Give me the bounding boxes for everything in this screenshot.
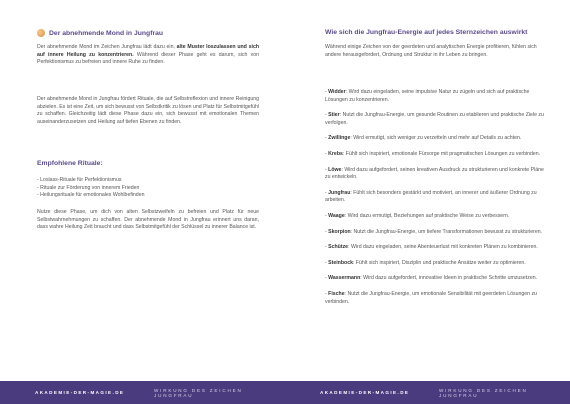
signs-list: [325, 89, 545, 306]
intro-highlight: alte Muster loszulassen und sich auf innere Heilung zu konzentrieren.: [37, 44, 259, 58]
rituals-list-block: [37, 177, 259, 200]
left-intro: [37, 44, 259, 67]
rituals-list: [37, 177, 259, 200]
sign-text: : Nutzt die Jungfrau-Energie, um gesunde Routinen zu etablieren und praktische Ziele zu verfolgen.: [325, 112, 544, 126]
sign-name: Skorpion: [328, 228, 351, 235]
sign-item-krebs: - Krebs: Fühlt sich inspiriert, emotionale Fürsorge mit pragmatischen Lösungen zu verbinden.: [325, 150, 541, 157]
left-para3: [37, 209, 259, 232]
sign-name: Waage: [328, 212, 345, 219]
sign-name: Löwe: [328, 166, 342, 173]
sign-item-schuetze: - Schütze: Wird dazu eingeladen, seine Abenteuerlust mit konkreten Plänen zu kombinieren.: [325, 244, 538, 251]
moon-icon: [37, 29, 45, 37]
right-title-block: [325, 29, 545, 36]
paragraph-3: Nutze diese Phase, um dich von alten Selbstzweifeln zu befreien und Platz für neue Selbstwahrnehmungen zu schaffen. Der abnehmende Mond in Jungfrau erinnert uns daran, dass wahre Heilung Zeit braucht und dass Selbstmitgefühl der Schlüssel zu innerer Balance ist.: [37, 209, 259, 231]
sign-item-stier: - Stier: Nutzt die Jungfrau-Energie, um gesunde Routinen zu etablieren und praktische Ziele zu verfolgen.: [325, 112, 544, 126]
right-intro-block: [325, 44, 545, 59]
right-page: [285, 0, 570, 404]
sign-text: : Fühlt sich inspiriert, Disziplin und praktische Ansätze weiter zu optimieren.: [352, 259, 526, 266]
left-title-text: Der abnehmende Mond in Jungfrau: [49, 29, 164, 37]
left-title: [37, 29, 259, 37]
sign-item-steinbock: - Steinbock: Fühlt sich inspiriert, Disziplin und praktische Ansätze weiter zu optimieren.: [325, 259, 526, 266]
sign-item-fische: - Fische: Nutzt die Jungfrau-Energie, um emotionale Sensibilität mit geerdeten Lösungen zu verbinden.: [325, 290, 537, 305]
sign-item-loewe: - Löwe: Wird dazu aufgefordert, seinen kreativen Ausdruck zu strukturieren und konkrete Pläne zu entwickeln.: [325, 166, 544, 181]
sign-text: : Nutzt die Jungfrau-Energie, um tiefere Transformationen bewusst zu strukturieren.: [350, 228, 543, 235]
right-intro: Während einige Zeichen von der geerdeten und analytischen Energie profitieren, fühlen sich andere herausgefordert, Ordnung und Struktur in ihr Leben zu bringen.: [325, 44, 537, 58]
footer-right: [285, 381, 570, 404]
sign-item-waage: - Waage: Wird dazu ermutigt, Beziehungen auf praktische Weise zu verbessern.: [325, 212, 510, 219]
paragraph-2: Der abnehmende Mond in Jungfrau fördert Rituale, die auf Selbstreflexion und innere Reinigung abzielen. Es ist eine Zeit, um sich bewusst von Selbstkritik zu lösen und Platz für Selbstmitgefühl zu schaffen. Gleichzeitig lädt diese Phase dazu ein, sich bewusst mit emotionalen Themen auseinanderzusetzen und Heilung auf tiefen Ebenen zu finden.: [37, 96, 260, 125]
left-title-block: [37, 29, 259, 37]
sign-name: Steinbock: [328, 259, 353, 266]
sign-text: : Wird dazu eingeladen, seine impulsive Natur zu zügeln und sich auf praktische Lösungen zu konzentrieren.: [325, 89, 530, 103]
intro-part-c: Während dieser Phase geht es darum, sich von Perfektionismus zu befreien und innere Ruhe zu finden.: [37, 51, 259, 66]
intro-paragraph: [37, 44, 259, 67]
sign-name: Fische: [328, 290, 345, 297]
sign-name: Schütze: [328, 244, 349, 251]
sign-name: Wassermann: [328, 275, 361, 282]
intro-part-a: Der abnehmende Mond im Zeichen Jungfrau lädt dazu ein,: [37, 44, 177, 50]
brand-link[interactable]: AKADEMIE-DER-MAGIE.DE: [35, 390, 125, 395]
sign-name: Zwillinge: [328, 135, 351, 142]
right-title: Wie sich die Jungfrau-Energie auf jedes Sternzeichen auswirkt: [325, 29, 528, 36]
sign-item-zwillinge: - Zwillinge: Wird ermutigt, sich weniger zu verzetteln und mehr auf Details zu achten.: [325, 135, 522, 142]
sign-name: Jungfrau: [328, 189, 351, 196]
ritual-item: - Rituale zur Förderung von innerem Frieden: [37, 184, 140, 191]
sign-text: : Fühlt sich inspiriert, emotionale Fürsorge mit pragmatischen Lösungen zu verbinden.: [342, 150, 541, 157]
sign-text: : Fühlt sich besonders gestärkt und motiviert, an innerer und äußerer Ordnung zu arbeiten.: [325, 189, 537, 204]
footer-topic: WIRKUNG DES ZEICHEN JUNGFRAU: [439, 387, 528, 398]
sign-item-skorpion: - Skorpion: Nutzt die Jungfrau-Energie, um tiefere Transformationen bewusst zu strukturieren.: [325, 228, 543, 235]
footer-topic: WIRKUNG DES ZEICHEN JUNGFRAU: [154, 387, 243, 398]
sign-text: : Nutzt die Jungfrau-Energie, um emotionale Sensibilität mit geerdeten Lösungen zu verbinden.: [325, 290, 537, 305]
rituals-heading-block: [37, 160, 259, 167]
left-para2: [37, 96, 259, 126]
ritual-item: - Heilungsrituale für emotionales Wohlbefinden: [37, 192, 145, 199]
sign-text: : Wird dazu ermutigt, Beziehungen auf praktische Weise zu verbessern.: [344, 212, 510, 219]
ritual-item: - Loslass-Rituale für Perfektionismus: [37, 177, 122, 183]
sign-text: : Wird dazu aufgefordert, seinen kreativen Ausdruck zu strukturieren und konkrete Pläne zu entwickeln.: [325, 166, 544, 181]
sign-text: : Wird dazu eingeladen, seine Abenteuerlust mit konkreten Plänen zu kombinieren.: [348, 244, 538, 251]
sign-name: Widder: [328, 89, 346, 95]
sign-item-widder: - Widder: Wird dazu eingeladen, seine impulsive Natur zu zügeln und sich auf praktische Lösungen zu konzentrieren.: [325, 89, 530, 103]
sign-text: : Wird dazu aufgefordert, innovative Ideen in praktische Schritte umzusetzen.: [360, 275, 538, 282]
sign-item-wassermann: - Wassermann: Wird dazu aufgefordert, innovative Ideen in praktische Schritte umzusetzen.: [325, 275, 538, 282]
brand-link[interactable]: AKADEMIE-DER-MAGIE.DE: [320, 390, 410, 395]
sign-item-jungfrau: - Jungfrau: Fühlt sich besonders gestärkt und motiviert, an innerer und äußerer Ordnung zu arbeiten.: [325, 189, 537, 204]
footer-left: [0, 381, 285, 404]
sign-text: : Wird ermutigt, sich weniger zu verzetteln und mehr auf Details zu achten.: [350, 135, 522, 142]
sign-name: Stier: [328, 112, 340, 119]
sign-name: Krebs: [328, 150, 343, 157]
rituals-heading: Empfohlene Rituale:: [37, 160, 103, 167]
